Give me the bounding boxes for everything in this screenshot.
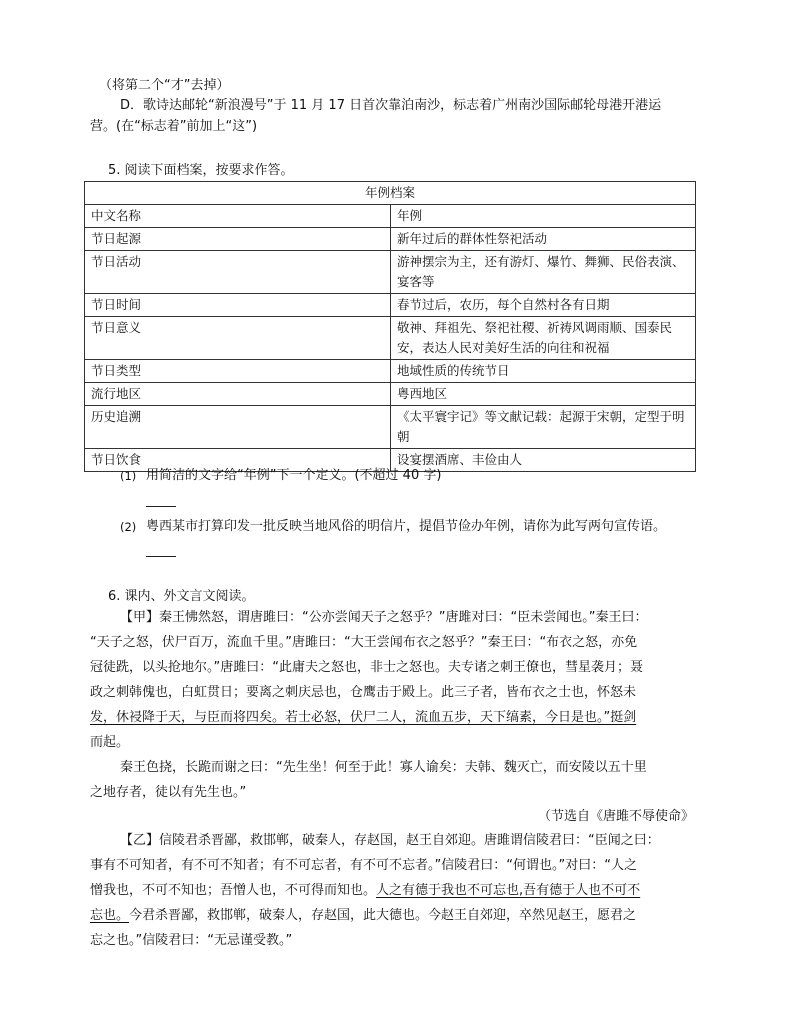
- sub-question-2-number: (2): [120, 520, 137, 534]
- passage-yi-line-4: [90, 906, 636, 926]
- row-key: 中文名称: [85, 205, 391, 228]
- row-value: 设宴摆酒席、丰俭由人: [391, 449, 696, 472]
- table-row: [85, 251, 696, 294]
- note-c: （将第二个“才”去掉）: [99, 78, 230, 93]
- passage-jia-line-7: 秦王色挠，长跪而谢之曰：“先生坐！何至于此！寡人谕矣：夫韩、魏灭亡，而安陵以五十里: [120, 760, 647, 775]
- passage-yi-line-2: 事有不可知者，有不可不知者；有不可忘者，有不可不忘者。”信陵君曰：“何谓也。”对曰：“人之: [90, 858, 637, 873]
- row-value: 粤西地区: [391, 383, 696, 406]
- table-row: [85, 406, 696, 449]
- question-6-title: 6. 课内、外文言文阅读。: [108, 589, 255, 604]
- passage-jia-line-6: 而起。: [90, 735, 130, 750]
- row-value: 春节过后，农历，每个自然村各有日期: [391, 294, 696, 317]
- row-key: 节日类型: [85, 360, 391, 383]
- table-title: 年例档案: [85, 182, 696, 205]
- table-row: [85, 360, 696, 383]
- passage-yi-line-3: [90, 881, 640, 901]
- table-title-row: [85, 182, 696, 205]
- table-row: [85, 383, 696, 406]
- passage-jia-line-5: 发，休祲降于天，与臣而将四矣。若士必怒，伏尸二人，流血五步，天下缟素，今日是也。”挺剑: [90, 710, 637, 725]
- table-row: [85, 317, 696, 360]
- question-5-title: 5. 阅读下面档案，按要求作答。: [108, 163, 294, 178]
- row-value: 地域性质的传统节日: [391, 360, 696, 383]
- table-row: [85, 205, 696, 228]
- row-value: 新年过后的群体性祭祀活动: [391, 228, 696, 251]
- row-value: 敬神、拜祖先、祭祀社稷、祈祷风调雨顺、国泰民安，表达人民对美好生活的向往和祝福: [391, 317, 696, 360]
- passage-yi-line-3a: 憎我也，不可不知也；吾憎人也，不可得而知也。: [90, 883, 377, 898]
- passage-jia-line-8: 之地存者，徒以有先生也。”: [90, 785, 247, 800]
- row-key: 节日饮食: [85, 449, 391, 472]
- row-key: 节日活动: [85, 251, 391, 294]
- table-row: [85, 294, 696, 317]
- sub-question-1-text: 用简洁的文字给“年例”下一个定义。(不超过 40 字): [146, 468, 442, 483]
- passage-jia-line-3: 冠徒跣，以头抢地尔。”唐雎曰：“此庸夫之怒也，非士之怒也。夫专诸之刺王僚也，彗星袭月；聂: [90, 660, 643, 675]
- row-key: 流行地区: [85, 383, 391, 406]
- option-d-line-2: 营。(在“标志着”前加上“这”): [90, 119, 258, 134]
- row-key: 节日起源: [85, 228, 391, 251]
- row-value: 年例: [391, 205, 696, 228]
- sub-question-1-number: (1): [120, 469, 137, 483]
- row-key: 历史追溯: [85, 406, 391, 449]
- passage-jia-line-4: 政之刺韩傀也，白虹贯日；要离之刺庆忌也，仓鹰击于殿上。此三子者，皆布衣之士也，怀怒未: [90, 685, 637, 700]
- row-value: 《太平寰宇记》等文献记载：起源于宋朝，定型于明朝: [391, 406, 696, 449]
- table-row: [85, 228, 696, 251]
- passage-yi-line-4b: 今君杀晋鄙，救邯郸，破秦人，存赵国，此大德也。今赵王自郊迎，卒然见赵王，愿君之: [129, 908, 637, 923]
- passage-yi-underlined-sentence-2: 忘也。: [90, 908, 130, 923]
- passage-yi-line-5: 忘之也。”信陵君曰：“无忌谨受教。”: [90, 933, 293, 948]
- passage-jia-line-2: “天子之怒，伏尸百万，流血千里。”唐雎曰：“大王尝闻布衣之怒乎？”秦王曰：“布衣之怒，亦免: [90, 635, 638, 650]
- option-d-line-1: D．歌诗达邮轮“新浪漫号”于 11 月 17 日首次靠泊南沙，标志着广州南沙国际邮轮母港开港运: [120, 98, 662, 113]
- row-key: 节日意义: [85, 317, 391, 360]
- passage-yi-underlined-sentence-1: 人之有德于我也不可忘也,吾有德于人也不可不: [376, 883, 641, 898]
- passage-yi-line-1: 【乙】信陵君杀晋鄙，救邯郸，破秦人，存赵国，赵王自郊迎。唐雎谓信陵君曰：“臣闻之曰：: [120, 833, 660, 848]
- answer-blank-1[interactable]: [146, 506, 176, 507]
- passage-jia-source: （节选自《唐雎不辱使命》: [538, 809, 695, 824]
- passage-jia-line-1: 【甲】秦王怫然怒，谓唐雎曰：“公亦尝闻天子之怒乎？”唐雎对曰：“臣未尝闻也。”秦王曰：: [120, 610, 648, 625]
- archive-table: [84, 181, 696, 472]
- sub-question-2-text: 粤西某市打算印发一批反映当地风俗的明信片，提倡节俭办年例，请你为此写两句宣传语。: [146, 519, 667, 534]
- row-key: 节日时间: [85, 294, 391, 317]
- row-value: 游神摆宗为主，还有游灯、爆竹、舞狮、民俗表演、宴客等: [391, 251, 696, 294]
- answer-blank-2[interactable]: [146, 556, 176, 557]
